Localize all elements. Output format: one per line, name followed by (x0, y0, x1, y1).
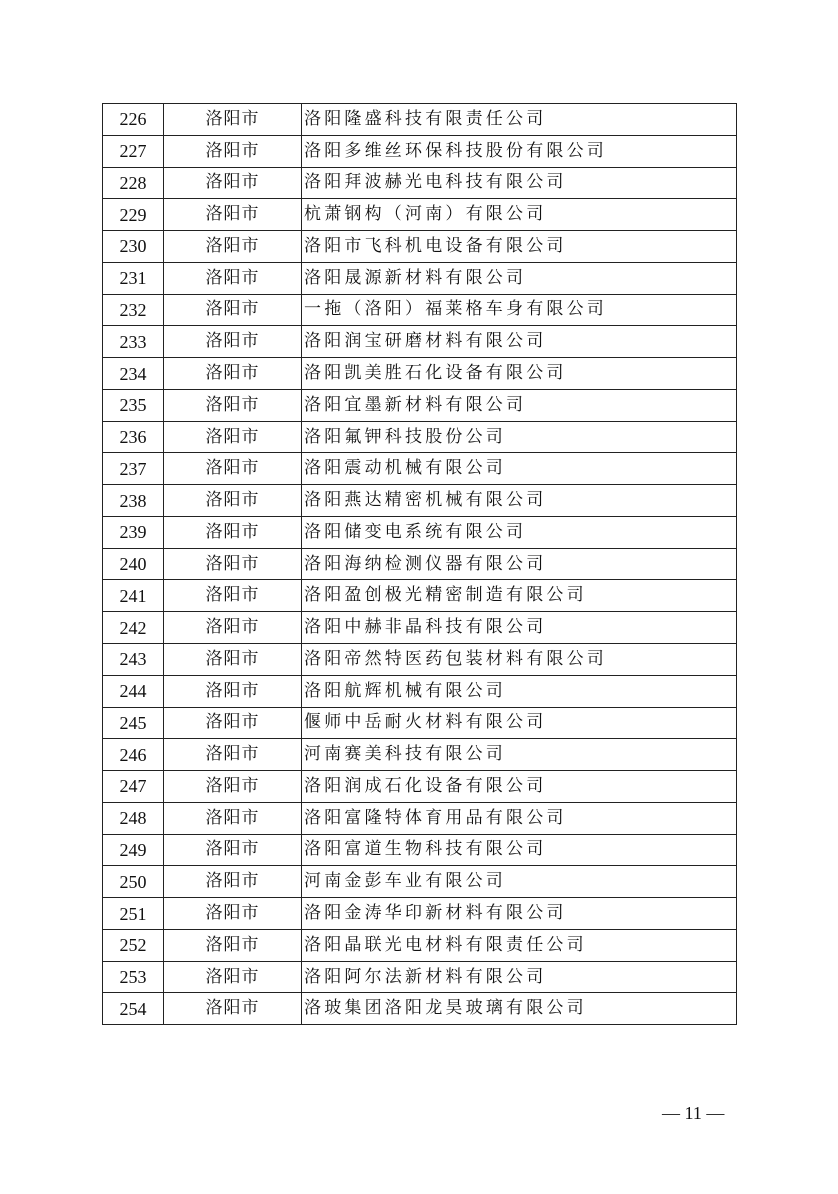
city-cell: 洛阳市 (164, 389, 302, 421)
company-name-cell: 洛阳震动机械有限公司 (302, 453, 737, 485)
table-row (103, 771, 737, 803)
table-row (103, 294, 737, 326)
row-number: 253 (103, 961, 164, 993)
table-row (103, 961, 737, 993)
city-cell: 洛阳市 (164, 612, 302, 644)
company-name-cell: 洛阳中赫非晶科技有限公司 (302, 612, 737, 644)
city-cell: 洛阳市 (164, 485, 302, 517)
table-row (103, 993, 737, 1025)
row-number: 228 (103, 167, 164, 199)
table-row (103, 326, 737, 358)
row-number: 231 (103, 262, 164, 294)
row-number: 235 (103, 389, 164, 421)
company-name-cell: 洛玻集团洛阳龙昊玻璃有限公司 (302, 993, 737, 1025)
company-name-cell: 河南金彭车业有限公司 (302, 866, 737, 898)
row-number: 239 (103, 516, 164, 548)
company-name-cell: 洛阳盈创极光精密制造有限公司 (302, 580, 737, 612)
city-cell: 洛阳市 (164, 929, 302, 961)
company-name-cell: 洛阳宜墨新材料有限公司 (302, 389, 737, 421)
table-row (103, 231, 737, 263)
enterprise-list-table (102, 103, 737, 1025)
row-number: 226 (103, 104, 164, 136)
table-row (103, 135, 737, 167)
company-name-cell: 洛阳润宝研磨材料有限公司 (302, 326, 737, 358)
row-number: 242 (103, 612, 164, 644)
row-number: 233 (103, 326, 164, 358)
company-name-cell: 洛阳帝然特医药包装材料有限公司 (302, 644, 737, 676)
company-name-cell: 洛阳拜波赫光电科技有限公司 (302, 167, 737, 199)
row-number: 245 (103, 707, 164, 739)
row-number: 247 (103, 771, 164, 803)
row-number: 236 (103, 421, 164, 453)
company-name-cell: 河南赛美科技有限公司 (302, 739, 737, 771)
company-name-cell: 洛阳储变电系统有限公司 (302, 516, 737, 548)
row-number: 240 (103, 548, 164, 580)
table-row (103, 580, 737, 612)
company-name-cell: 洛阳富道生物科技有限公司 (302, 834, 737, 866)
city-cell: 洛阳市 (164, 421, 302, 453)
company-name-cell: 洛阳润成石化设备有限公司 (302, 771, 737, 803)
page-number: — 11 — (662, 1103, 725, 1123)
company-name-cell: 洛阳海纳检测仪器有限公司 (302, 548, 737, 580)
row-number: 227 (103, 135, 164, 167)
city-cell: 洛阳市 (164, 294, 302, 326)
city-cell: 洛阳市 (164, 167, 302, 199)
company-name-cell: 洛阳隆盛科技有限责任公司 (302, 104, 737, 136)
company-name-cell: 洛阳富隆特体育用品有限公司 (302, 802, 737, 834)
row-number: 251 (103, 898, 164, 930)
table-row (103, 167, 737, 199)
row-number: 246 (103, 739, 164, 771)
table-row (103, 548, 737, 580)
row-number: 238 (103, 485, 164, 517)
table-row (103, 516, 737, 548)
company-name-cell: 洛阳金涛华印新材料有限公司 (302, 898, 737, 930)
city-cell: 洛阳市 (164, 866, 302, 898)
city-cell: 洛阳市 (164, 993, 302, 1025)
table-row (103, 421, 737, 453)
city-cell: 洛阳市 (164, 771, 302, 803)
row-number: 252 (103, 929, 164, 961)
city-cell: 洛阳市 (164, 739, 302, 771)
city-cell: 洛阳市 (164, 453, 302, 485)
city-cell: 洛阳市 (164, 104, 302, 136)
table-row (103, 929, 737, 961)
table-row (103, 389, 737, 421)
table-row (103, 866, 737, 898)
row-number: 232 (103, 294, 164, 326)
table-row (103, 453, 737, 485)
table-row (103, 707, 737, 739)
row-number: 243 (103, 644, 164, 676)
company-name-cell: 洛阳多维丝环保科技股份有限公司 (302, 135, 737, 167)
table-row (103, 485, 737, 517)
city-cell: 洛阳市 (164, 199, 302, 231)
table-row (103, 612, 737, 644)
city-cell: 洛阳市 (164, 580, 302, 612)
city-cell: 洛阳市 (164, 548, 302, 580)
city-cell: 洛阳市 (164, 516, 302, 548)
city-cell: 洛阳市 (164, 135, 302, 167)
company-name-cell: 洛阳凯美胜石化设备有限公司 (302, 358, 737, 390)
row-number: 241 (103, 580, 164, 612)
row-number: 244 (103, 675, 164, 707)
company-name-cell: 洛阳氟钾科技股份公司 (302, 421, 737, 453)
table-row (103, 104, 737, 136)
company-name-cell: 一拖（洛阳）福莱格车身有限公司 (302, 294, 737, 326)
company-name-cell: 偃师中岳耐火材料有限公司 (302, 707, 737, 739)
table-row (103, 262, 737, 294)
city-cell: 洛阳市 (164, 644, 302, 676)
table-row (103, 802, 737, 834)
company-name-cell: 洛阳航辉机械有限公司 (302, 675, 737, 707)
table-row (103, 898, 737, 930)
row-number: 254 (103, 993, 164, 1025)
city-cell: 洛阳市 (164, 834, 302, 866)
city-cell: 洛阳市 (164, 326, 302, 358)
city-cell: 洛阳市 (164, 898, 302, 930)
row-number: 248 (103, 802, 164, 834)
table-row (103, 358, 737, 390)
table-row (103, 199, 737, 231)
city-cell: 洛阳市 (164, 262, 302, 294)
row-number: 237 (103, 453, 164, 485)
company-name-cell: 洛阳燕达精密机械有限公司 (302, 485, 737, 517)
city-cell: 洛阳市 (164, 802, 302, 834)
city-cell: 洛阳市 (164, 231, 302, 263)
company-name-cell: 洛阳市飞科机电设备有限公司 (302, 231, 737, 263)
company-name-cell: 洛阳阿尔法新材料有限公司 (302, 961, 737, 993)
company-name-cell: 洛阳晶联光电材料有限责任公司 (302, 929, 737, 961)
row-number: 249 (103, 834, 164, 866)
row-number: 229 (103, 199, 164, 231)
company-name-cell: 杭萧钢构（河南）有限公司 (302, 199, 737, 231)
company-name-cell: 洛阳晟源新材料有限公司 (302, 262, 737, 294)
table-row (103, 834, 737, 866)
table-row (103, 739, 737, 771)
row-number: 250 (103, 866, 164, 898)
row-number: 230 (103, 231, 164, 263)
table-row (103, 675, 737, 707)
city-cell: 洛阳市 (164, 961, 302, 993)
row-number: 234 (103, 358, 164, 390)
table-body (103, 104, 737, 1025)
city-cell: 洛阳市 (164, 707, 302, 739)
city-cell: 洛阳市 (164, 358, 302, 390)
table-row (103, 644, 737, 676)
city-cell: 洛阳市 (164, 675, 302, 707)
